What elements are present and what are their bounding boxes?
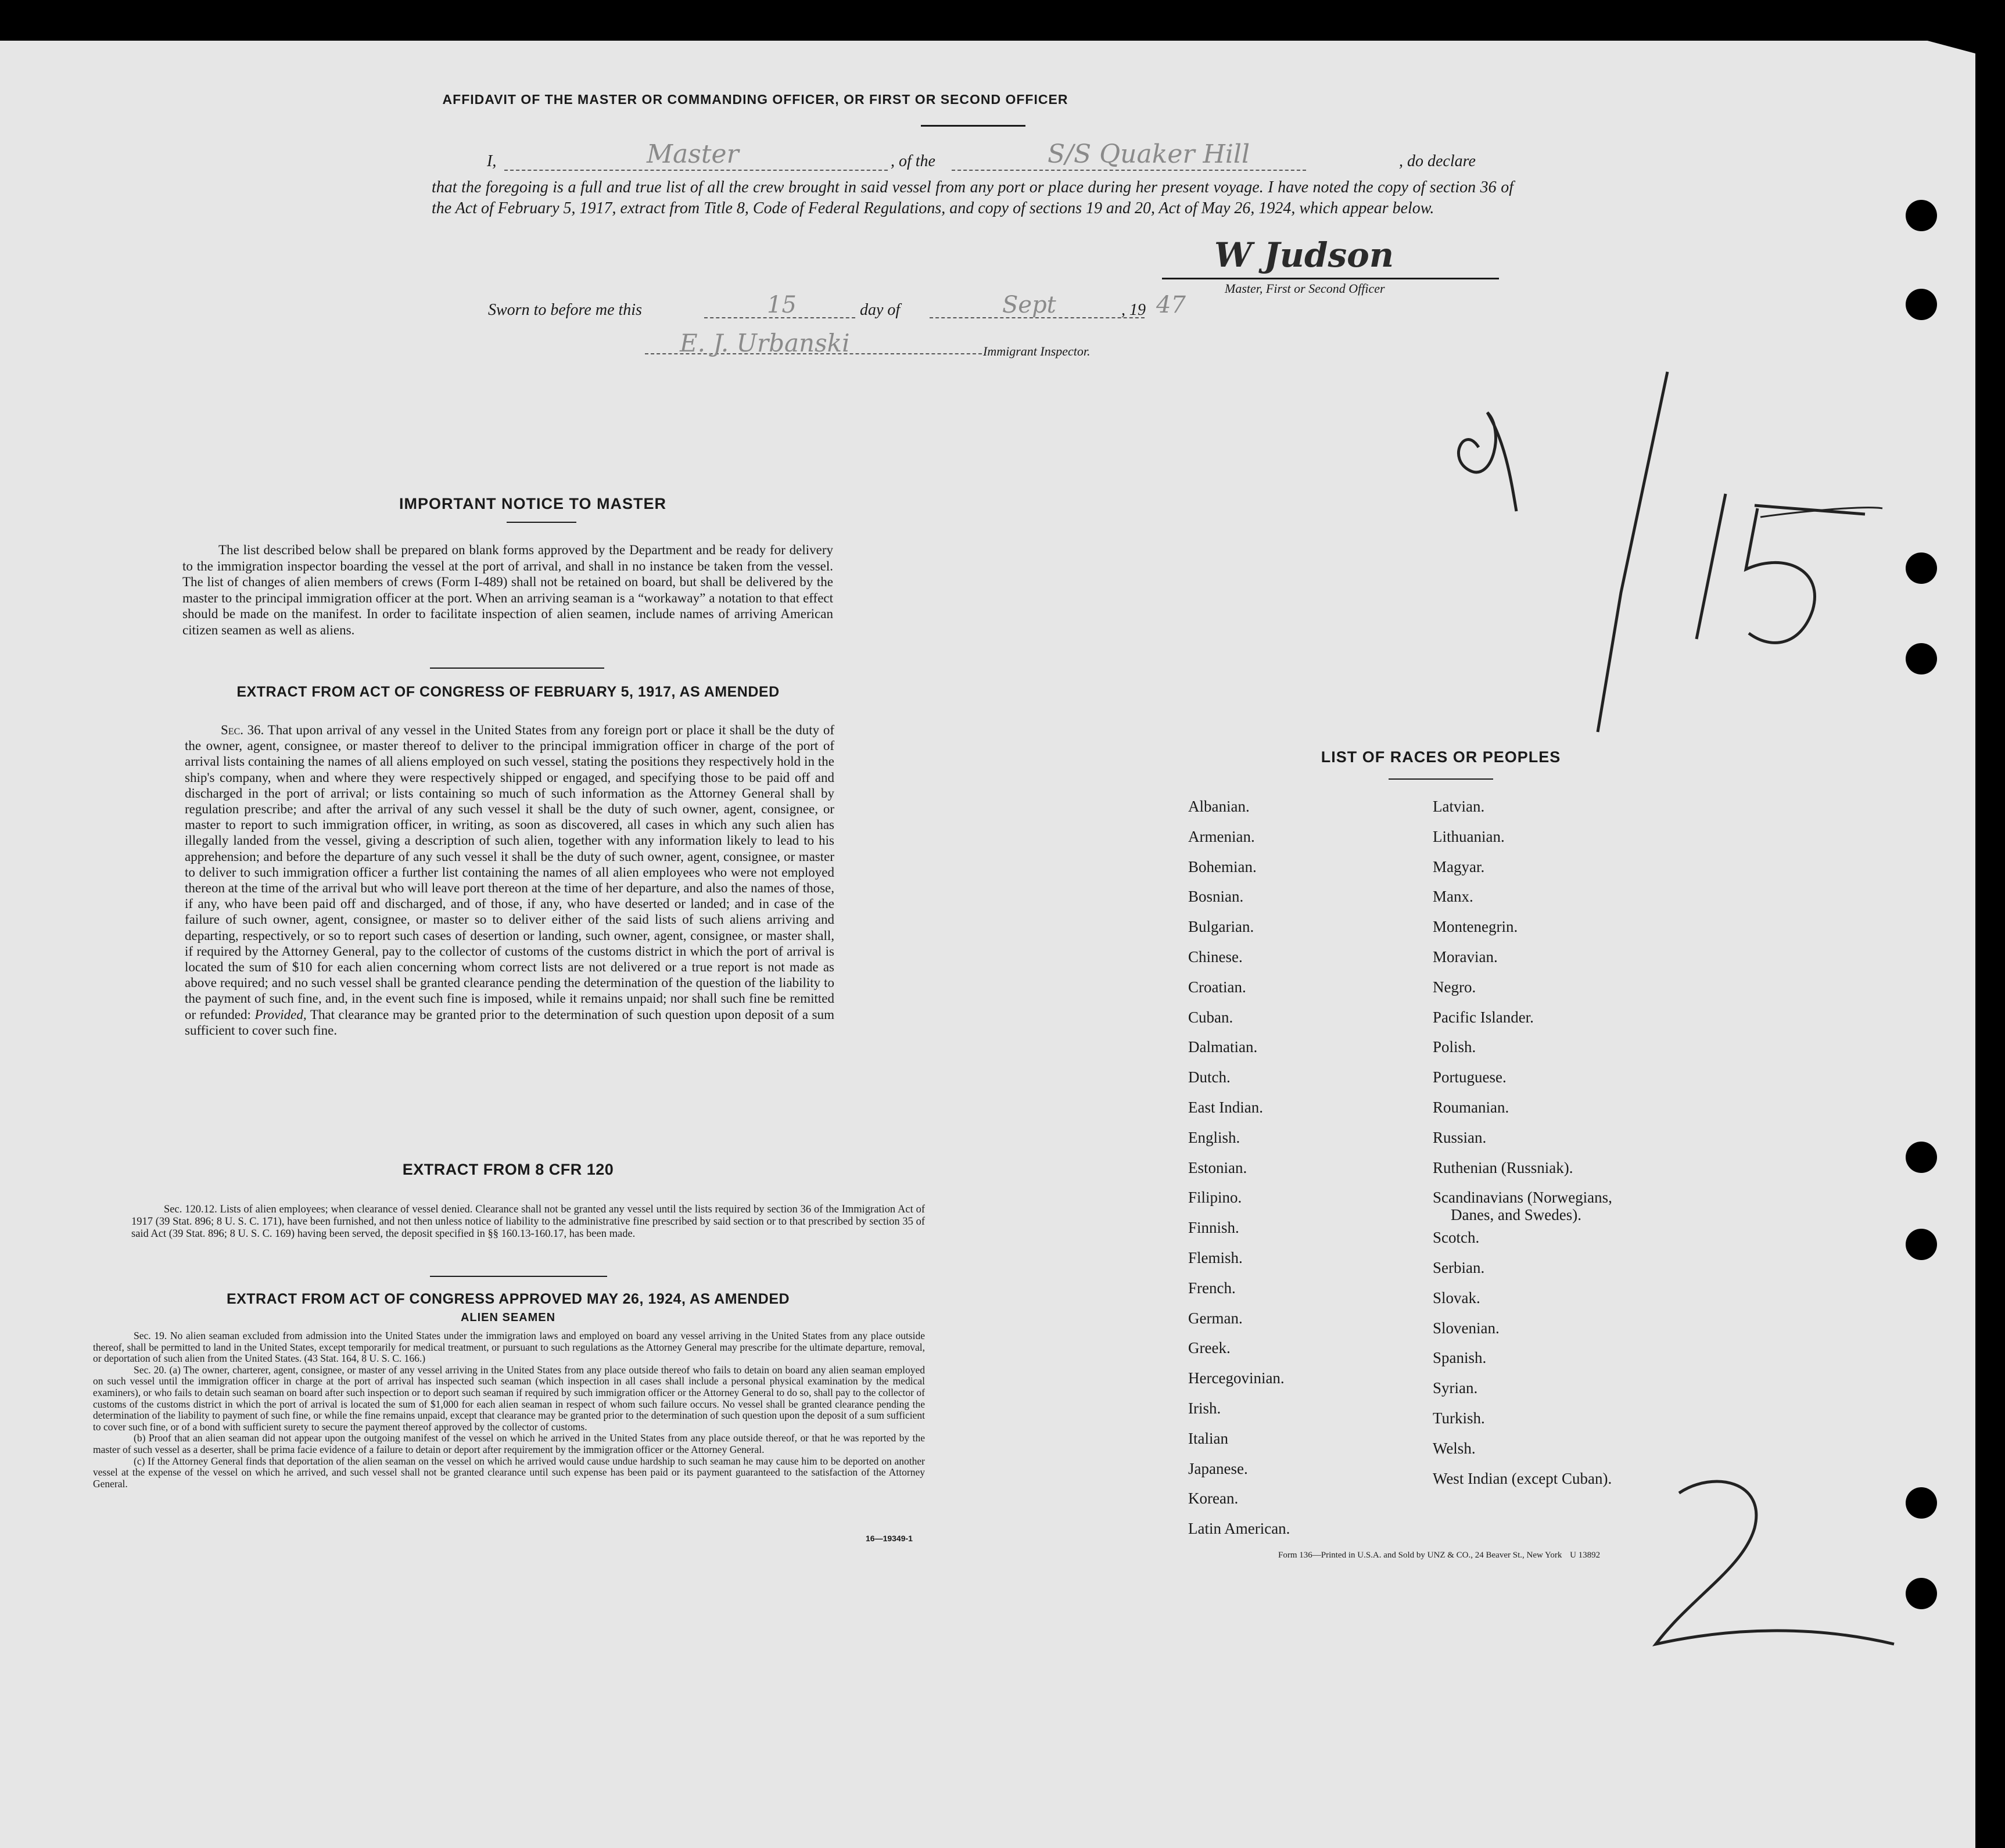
- race-item: Spanish.: [1433, 1349, 1487, 1367]
- race-item: Dutch.: [1188, 1068, 1231, 1086]
- extract-1917-title: EXTRACT FROM ACT OF CONGRESS OF FEBRUARY 5, 1917, AS AMENDED: [236, 684, 780, 700]
- race-item: Serbian.: [1433, 1259, 1485, 1277]
- race-item: Turkish.: [1433, 1409, 1485, 1427]
- extract-1924-body: [93, 1330, 925, 1490]
- race-item: Latin American.: [1188, 1520, 1290, 1538]
- do-declare-label: , do declare: [1399, 152, 1476, 170]
- race-item: Bohemian.: [1188, 857, 1257, 875]
- race-item: Bulgarian.: [1188, 918, 1254, 936]
- race-item: West Indian (except Cuban).: [1433, 1469, 1612, 1487]
- race-item: German.: [1188, 1309, 1243, 1327]
- date-annotation-strokes: [1423, 360, 1888, 755]
- vessel-blank: [952, 170, 1306, 171]
- race-item: Greek.: [1188, 1339, 1231, 1357]
- sec-20a-text: Sec. 20. (a) The owner, charterer, agent, consignee, or master of any vessel arriving in the United States from any place outside thereof who fails to detain on board any alien seaman employed on such vessel until the immigration officer in charge at the port of arrival has inspected such seaman (which inspection in all cases shall include a personal physical examination by the medical examiners), or who fails to detain such seaman on board after such inspection or to deport such seaman if required by such immigration officer or the Attorney General to do so, shall pay to the collector of customs of the customs district in which the port of arrival is located the sum of $1,000 for each alien seaman in respect of whom such failure occurs. No vessel shall be granted clearance pending the determination of the liability to payment of such fine, or while the fine remains unpaid, except that clearance may be granted prior to the determination of such question upon the deposit of a sum sufficient to cover such fine, or of a bond with sufficient surety to secure the payment thereof approved by the collector of customs.: [93, 1363, 925, 1433]
- races-title-rule: [1389, 778, 1493, 780]
- affidavit-body: that the foregoing is a full and true list of all the crew brought in said vessel from any port or place during her present voyage. I have noted the copy of section 36 of the Act of February 5, 1917, extract from Title 8, Code of Federal Regulations, and copy of sections 19 and 20, Act of May 26, 1924, which appear below.: [432, 178, 1513, 217]
- race-item: Flemish.: [1188, 1249, 1243, 1266]
- form-number: U 13892: [1570, 1551, 1601, 1560]
- punch-hole: [1906, 552, 1937, 584]
- year-prefix: , 19: [1121, 301, 1146, 319]
- notice-title: IMPORTANT NOTICE TO MASTER: [399, 495, 666, 512]
- inspector-signature: E. J. Urbanski: [680, 329, 850, 357]
- master-blank: [504, 170, 888, 171]
- punch-hole: [1906, 643, 1937, 674]
- punch-hole: [1906, 1487, 1937, 1519]
- race-item: French.: [1188, 1279, 1236, 1297]
- sworn-label: Sworn to before me this: [488, 301, 642, 319]
- race-item-continuation: Danes, and Swedes).: [1451, 1206, 1581, 1224]
- torn-corner: [1906, 35, 1993, 58]
- affidavit-declaration-line: [487, 139, 1515, 175]
- sworn-year: 47: [1156, 292, 1186, 318]
- i-label: I,: [487, 152, 497, 170]
- punch-hole: [1906, 1142, 1937, 1173]
- race-item: Armenian.: [1188, 827, 1255, 845]
- race-item: Cuban.: [1188, 1008, 1233, 1026]
- day-of-label: day of: [860, 301, 901, 319]
- race-item: Slovenian.: [1433, 1319, 1500, 1337]
- vessel-handwritten: S/S Quaker Hill: [1048, 139, 1250, 169]
- page-number-annotation: [1621, 1470, 1900, 1667]
- of-the-label: , of the: [891, 152, 935, 170]
- sworn-day: 15: [767, 292, 797, 318]
- race-item: Korean.: [1188, 1490, 1239, 1508]
- race-item: Bosnian.: [1188, 888, 1244, 906]
- races-title: LIST OF RACES OR PEOPLES: [1321, 748, 1561, 766]
- form-code: 16—19349-1: [866, 1534, 913, 1543]
- race-item: Portuguese.: [1433, 1068, 1507, 1086]
- race-item: Scandinavians (Norwegians,: [1433, 1189, 1612, 1207]
- race-item: Negro.: [1433, 978, 1476, 996]
- race-item: East Indian.: [1188, 1099, 1263, 1116]
- inspector-caption: Immigrant Inspector.: [983, 344, 1091, 358]
- printer-footer: [1278, 1549, 1600, 1562]
- provided-label: Provided,: [254, 1007, 307, 1022]
- punch-hole: [1906, 1578, 1937, 1609]
- race-item: Latvian.: [1433, 798, 1485, 815]
- race-item: Magyar.: [1433, 857, 1485, 875]
- master-signature: W Judson: [1214, 235, 1394, 275]
- race-item: Pacific Islander.: [1433, 1008, 1534, 1026]
- sec-20c-text: (c) If the Attorney General finds that deportation of the alien seaman on the vessel on which he arrived would cause undue hardship to such seaman he may cause him to be deported on another vessel at the expense of the vessel on which he arrived, and such vessel shall not be granted clearance until such expense has been paid or its payment guaranteed to the satisfaction of the Attorney General.: [93, 1455, 925, 1490]
- cfr-title: EXTRACT FROM 8 CFR 120: [402, 1161, 614, 1178]
- signature-line: [1162, 278, 1499, 279]
- race-item: Lithuanian.: [1433, 827, 1505, 845]
- section-divider-2: [430, 1276, 607, 1277]
- sec-36-text: That upon arrival of any vessel in the United States from any foreign port or place it shall be the duty of the owner, agent, consignee, or master thereof to deliver to the principal immigration officer in charge of the port of arrival lists containing the names of all aliens employed on such vessel, stating the positions they respectively hold in the ship's company, when and where they were respectively shipped or engaged, and specifying those to be paid off and discharged in the port of arrival; or lists containing so much of such information as the Attorney General shall by regulation prescribe; and after the arrival of any such vessel it shall be the duty of such owner, agent, consignee, or master to report to such immigration officer, in writing, as soon as discovered, all cases in which any such alien has illegally landed from the vessel, giving a description of such alien, together with any information likely to lead to his apprehension; and before the departure of any such vessel it shall be the duty of such owner, agent, consignee, or master to deliver to such immigration officer a further list containing the names of all alien employees who were not employed thereon at the time of the arrival but who will leave port thereon at the time of her departure, and also the names of those, if any, who have been paid off and discharged, and of those, if any, who have deserted or landed; and in case of the failure of such owner, agent, consignee, or master so to deliver either of the said lists of such aliens arriving and departing, respectively, or so to report such cases of desertion or landing, such owner, agent, consignee, or master shall, if required by the Attorney General, pay to the collector of customs of the customs district in which the port of arrival is located the sum of $10 for each alien concerning whom correct lists are not delivered or a true report is not made as above required; and no such vessel shall be granted clearance pending the determination of the question of the liability to the payment of such fine, and, in the event such fine is imposed, while it remains unpaid; nor shall such fine be remitted or refunded:: [185, 723, 834, 1022]
- race-item: Scotch.: [1433, 1229, 1480, 1247]
- sworn-line: [488, 292, 1214, 326]
- sec-19-text: Sec. 19. No alien seaman excluded from admission into the United States under the immigration laws and employed on board any vessel arriving in the United States from any place outside thereof, shall be permitted to land in the United States, except temporarily for medical treatment, or pursuant to such regulations as the Attorney General may prescribe for the ultimate departure, removal, or deportation of such alien from the United States. (43 Stat. 164, 8 U. S. C. 166.): [93, 1330, 925, 1365]
- section-divider: [430, 668, 604, 669]
- race-item: Russian.: [1433, 1128, 1487, 1146]
- punch-hole: [1906, 289, 1937, 320]
- extract-1917-body: [185, 722, 834, 1038]
- notice-body: The list described below shall be prepared on blank forms approved by the Department and be ready for delivery to the immigration inspector boarding the vessel at the port of arrival, and shall in no instance be taken from the vessel. The list of changes of alien members of crews (Form I-489) shall not be retained on board, but shall be delivered by the master to the principal immigration officer at the port. When an arriving seaman is a “workaway” a notation to that effect should be made on the manifest. In order to facilitate inspection of alien seamen, include names of arriving American citizen seamen as well as aliens.: [182, 543, 833, 637]
- inspector-line: [639, 330, 1162, 359]
- race-item: Dalmatian.: [1188, 1038, 1258, 1056]
- sec-36-label: Sec. 36.: [221, 723, 264, 737]
- race-item: Syrian.: [1433, 1379, 1478, 1397]
- sec-36-text-end: That clearance may be granted prior to the determination of such question upon deposit of a sum sufficient to cover such fine.: [185, 1007, 834, 1038]
- race-item: Polish.: [1433, 1038, 1476, 1056]
- race-item: Roumanian.: [1433, 1099, 1509, 1116]
- race-item: Croatian.: [1188, 978, 1246, 996]
- master-handwritten: Master: [647, 139, 739, 169]
- race-item: Finnish.: [1188, 1219, 1239, 1237]
- race-item: Manx.: [1433, 888, 1473, 906]
- race-item: Japanese.: [1188, 1459, 1248, 1477]
- extract-1924-title: EXTRACT FROM ACT OF CONGRESS APPROVED MAY 26, 1924, AS AMENDED: [226, 1291, 790, 1307]
- page-number-strokes: [1621, 1470, 1900, 1667]
- race-item: Albanian.: [1188, 798, 1250, 815]
- race-item: Welsh.: [1433, 1439, 1476, 1457]
- punch-hole: [1906, 1229, 1937, 1260]
- race-item: Chinese.: [1188, 948, 1243, 966]
- race-item: Montenegrin.: [1433, 918, 1518, 936]
- date-annotation: [1423, 360, 1888, 755]
- cfr-body: Sec. 120.12. Lists of alien employees; when clearance of vessel denied. Clearance shall not be granted any vessel until the lists required by section 36 of the Immigration Act of 1917 (39 Stat. 896; 8 U. S. C. 171), have been furnished, and not then unless notice of liability to the administrative fine prescribed by said section or to that prescribed by section 35 of said Act (39 Stat. 896; 8 U. S. C. 169) having been served, the deposit specified in §§ 160.13-160.17, has been made.: [131, 1204, 925, 1240]
- race-item: Hercegovinian.: [1188, 1369, 1285, 1387]
- race-item: Slovak.: [1433, 1289, 1480, 1307]
- signer-caption: Master, First or Second Officer: [1225, 281, 1385, 296]
- race-item: English.: [1188, 1128, 1240, 1146]
- race-item: Italian: [1188, 1429, 1228, 1447]
- extract-1924-subtitle: ALIEN SEAMEN: [460, 1311, 556, 1324]
- affidavit-title: AFFIDAVIT OF THE MASTER OR COMMANDING OFFICER, OR FIRST OR SECOND OFFICER: [442, 92, 1068, 107]
- race-item: Moravian.: [1433, 948, 1498, 966]
- sec-20b-text: (b) Proof that an alien seaman did not appear upon the outgoing manifest of the vessel on which he arrived in the United States from any place outside thereof, or that he was reported by the master of such vessel as a deserter, shall be prima facie evidence of a failure to detain or deport after requirement by the immigration officer or the Attorney General.: [93, 1432, 925, 1455]
- race-item: Filipino.: [1188, 1189, 1242, 1207]
- notice-title-rule: [507, 522, 576, 523]
- sworn-month: Sept: [1002, 292, 1056, 318]
- race-item: Estonian.: [1188, 1158, 1247, 1176]
- punch-hole: [1906, 200, 1937, 231]
- printer-text: Form 136—Printed in U.S.A. and Sold by UNZ & CO., 24 Beaver St., New York: [1278, 1551, 1562, 1560]
- race-item: Ruthenian (Russniak).: [1433, 1158, 1573, 1176]
- affidavit-title-rule: [921, 125, 1025, 127]
- race-item: Irish.: [1188, 1400, 1221, 1417]
